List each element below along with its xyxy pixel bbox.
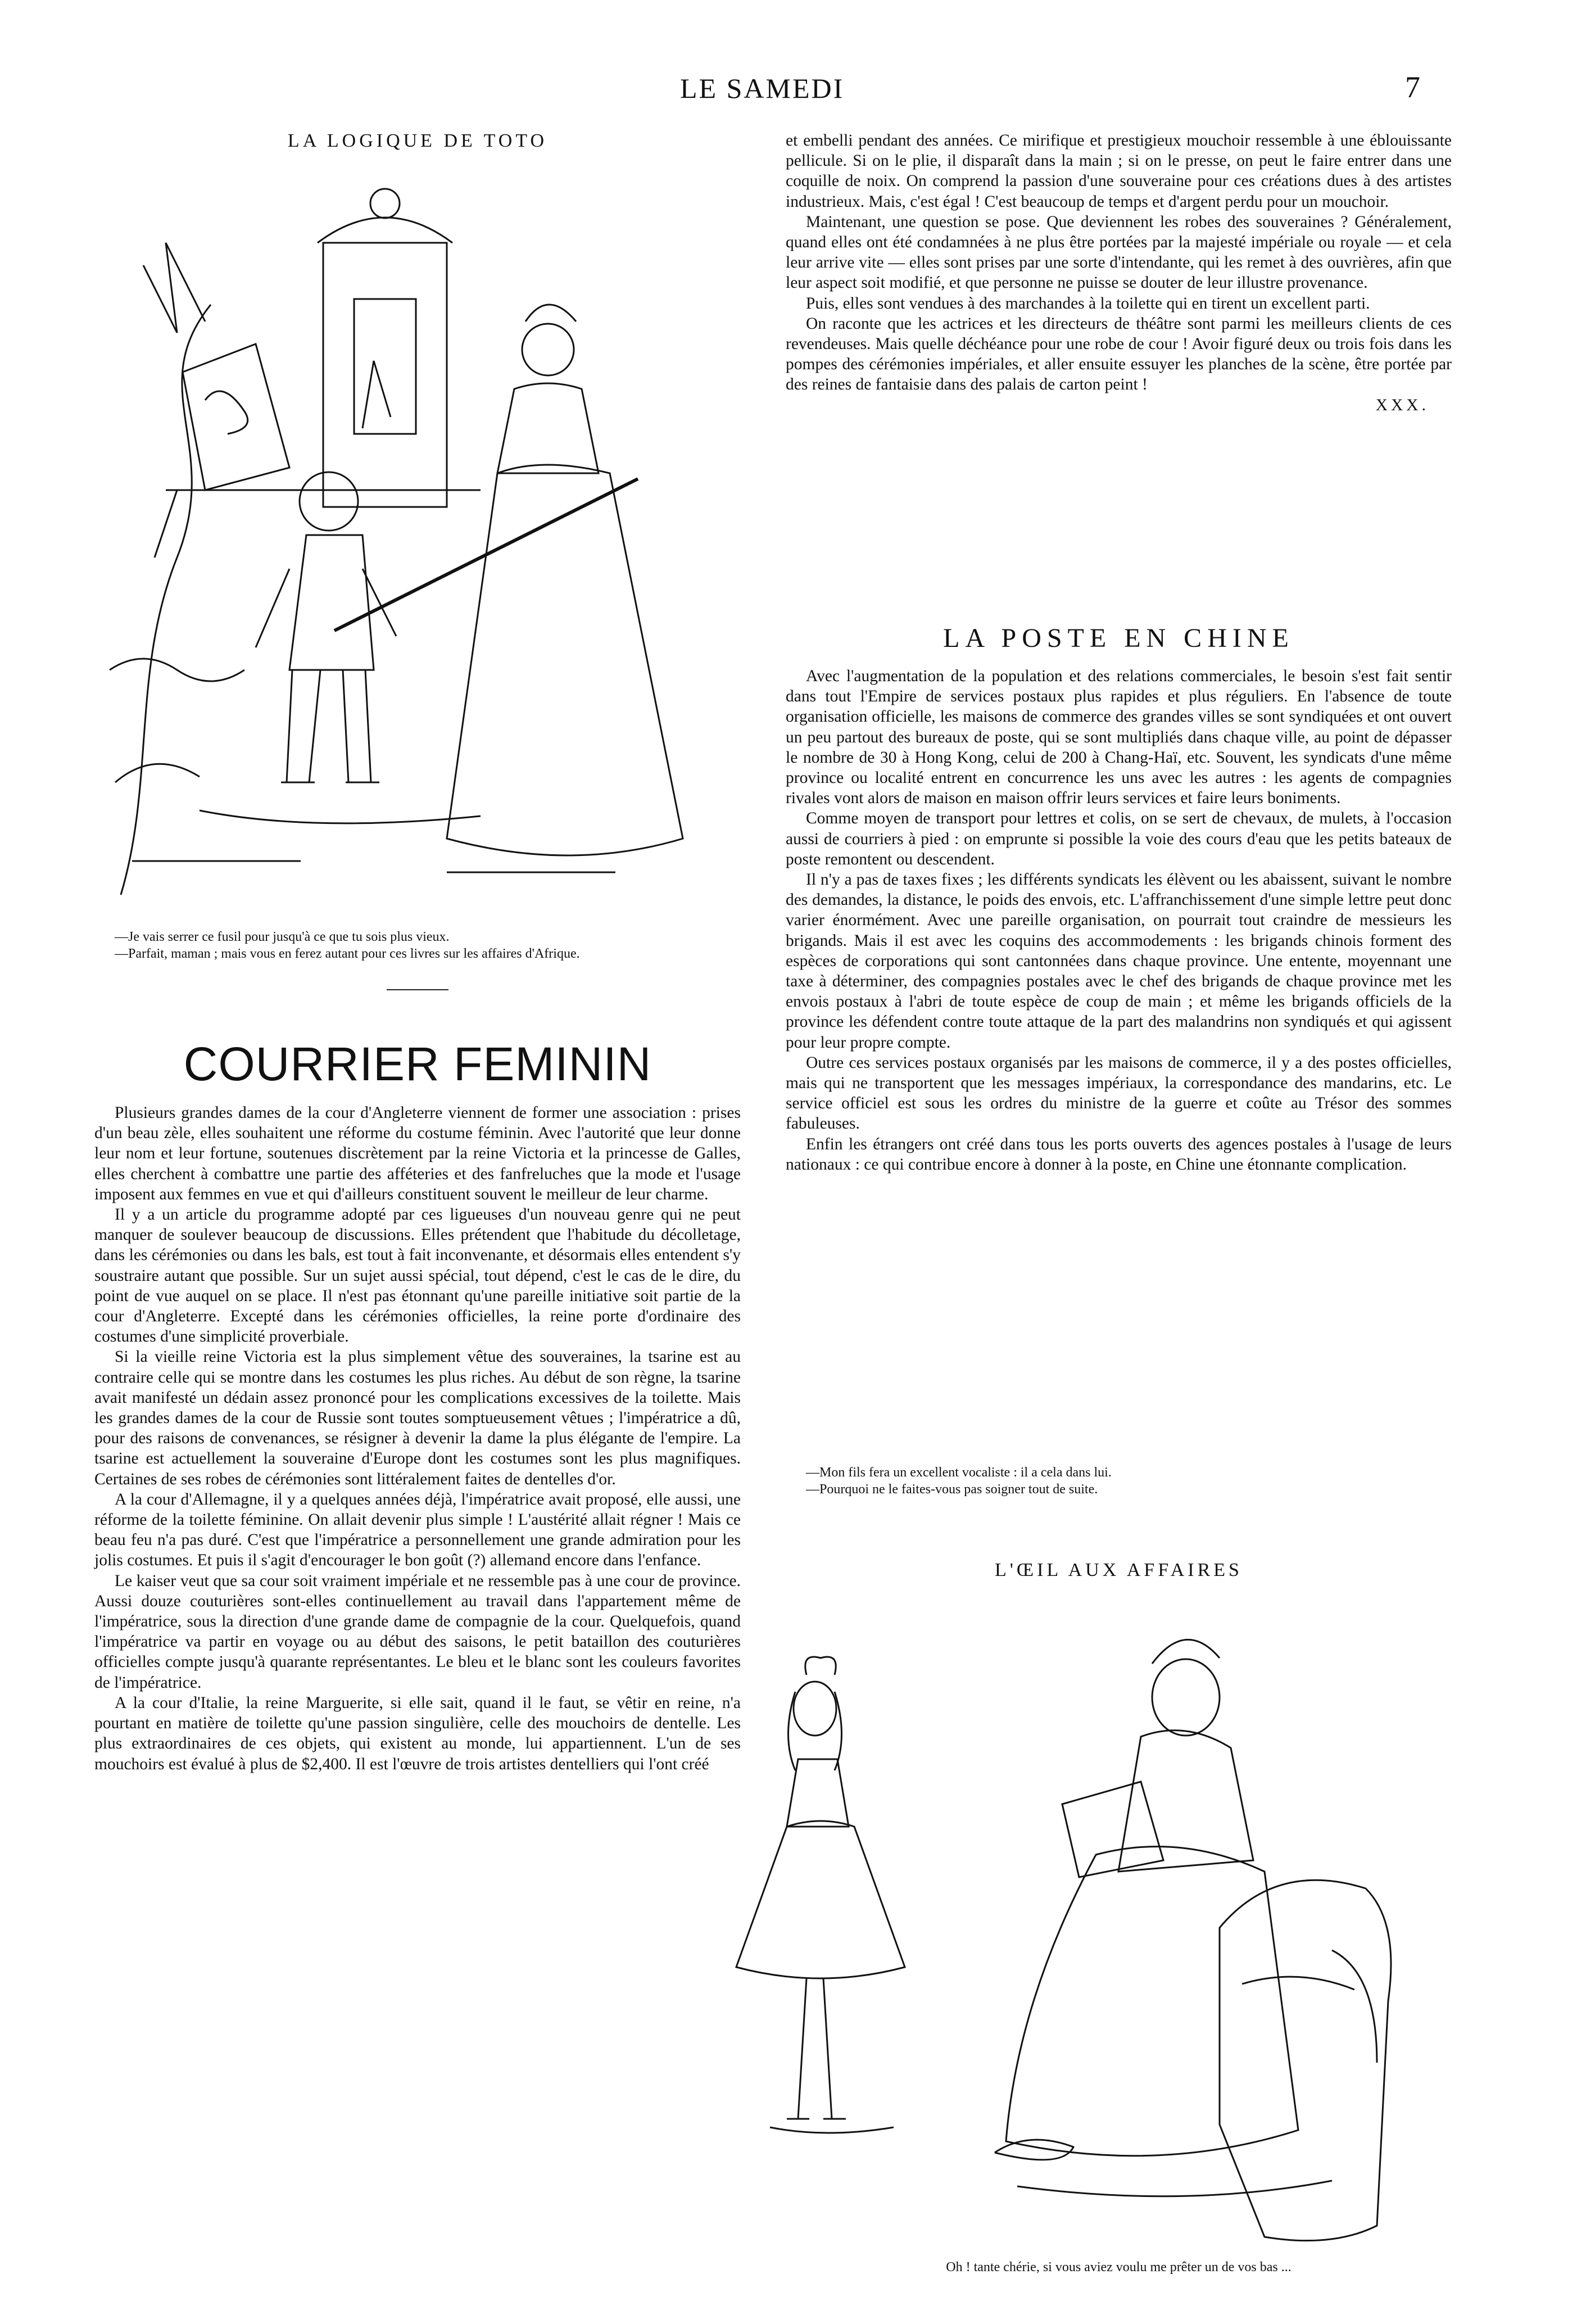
article-paragraph: Maintenant, une question se pose. Que deviennent les robes des souveraines ? Généralement, quand elles ont été condamnées à ne plus être portées par la majesté impériale ou royale — et cela leur arrive vite — elles sont prises par une sorte d'intendante, qui les remet à des ouvrières, afin que leur aspect soit modifié, et que personne ne puisse se douter de leur illustre provenance. bbox=[786, 212, 1452, 292]
article-paragraph: A la cour d'Italie, la reine Marguerite, si elle sait, quand il le faut, se vêtir en reine, n'a pourtant en matière de toilette qu'une passion singulière, celle des mouchoirs de dentelle. Les plus extraordinaires de ces objets, qui existent au monde, lui appartiennent. L'un de ses mouchoirs est évalué à plus de $2,400. Il est l'œuvre de trois artistes dentelliers qui l'ont créé bbox=[94, 1693, 741, 1773]
courrier-feminin-continuation bbox=[786, 130, 1452, 415]
article-paragraph: Puis, elles sont vendues à des marchandes à la toilette qui en tirent un excellent parti. bbox=[806, 294, 1370, 312]
page-header bbox=[0, 72, 1586, 117]
article-paragraph: et embelli pendant des années. Ce mirifique et prestigieux mouchoir ressemble à une éblouissante pellicule. Si on le plie, il disparaît dans la main ; si on le presse, on peut le faire entrer dans une coquille de noix. On comprend la passion d'une souveraine pour ces créations dues à des artistes industrieux. Mais, c'est égal ! C'est beaucoup de temps et d'argent perdu pour un mouchoir. bbox=[786, 132, 1452, 211]
poste-chine-title: LA POSTE EN CHINE bbox=[943, 623, 1294, 653]
article-paragraph: Comme moyen de transport pour lettres et colis, on se sert de chevaux, de mulets, à l'occasion aussi de courriers à pied : on emprunte si possible la voie des cours d'eau que les petits bateaux de poste remontent ou descendent. bbox=[786, 809, 1452, 868]
courrier-feminin-title: COURRIER FEMININ bbox=[183, 1038, 652, 1090]
newspaper-title: LE SAMEDI bbox=[680, 73, 845, 104]
cartoon-toto-title: LA LOGIQUE DE TOTO bbox=[287, 130, 548, 151]
cartoon-oeil-title: L'ŒIL AUX AFFAIRES bbox=[995, 1560, 1243, 1580]
cartoon-toto-caption-1: —Je vais serrer ce fusil pour jusqu'à ce que tu sois plus vieux. bbox=[115, 930, 450, 944]
article-paragraph: Plusieurs grandes dames de la cour d'Angleterre viennent de former une association : prises d'un beau zèle, elles souhaitent une réforme du costume féminin. Avec l'autorité que leur donne leur nom et leur fortune, soutenues discrètement par la reine Victoria et la princesse de Galles, elles cherchent à combattre une partie des afféteries et des fanfreluches que la mode et l'usage imposent aux femmes en vue et qui d'ailleurs constituent souvent le meilleur de leur charme. bbox=[94, 1104, 741, 1203]
article-paragraph: Le kaiser veut que sa cour soit vraiment impériale et ne ressemble pas à une cour de province. Aussi douze couturières sont-elles continuellement au travail dans l'appartement même de l'impératrice, sous la direction d'une grande dame de compagnie de la cour. Quelquefois, quand l'impératrice va partir en voyage ou au début des saisons, le petit bataillon des couturières officielles compte jusqu'à quarante représentantes. Le bleu et le blanc sont les couleurs favorites de l'impératrice. bbox=[94, 1571, 741, 1692]
article-paragraph: Outre ces services postaux organisés par les maisons de commerce, il y a des postes officielles, mais qui ne transportent que les messages impériaux, la correspondance des mandarins, etc. Le service officiel est sous les ordres du ministre de la guerre et coûte au Trésor des sommes fabuleuses. bbox=[786, 1053, 1452, 1133]
cartoon-toto-captions bbox=[94, 928, 741, 990]
article-paragraph: Enfin les étrangers ont créé dans tous les ports ouverts des agences postales à l'usage de leurs nationaux : ce qui contribue encore à donner à la poste, en Chine une étonnante complication. bbox=[786, 1135, 1452, 1174]
quip-block bbox=[786, 1464, 1452, 1498]
article-paragraph: On raconte que les actrices et les directeurs de théâtre sont parmi les meilleurs clients de ces revendeuses. Mais quelle déchéance pour une robe de cour ! Avoir figuré deux ou trois fois dans les pompes des cérémonies impériales, et aller ensuite essuyer les planches de la scène, être portée par des reines de fantaisie dans des palais de carton peint ! bbox=[786, 314, 1452, 394]
cartoon-oeil-caption: Oh ! tante chérie, si vous aviez voulu me prêter un de vos bas ... bbox=[946, 2260, 1292, 2275]
cartoon-oeil-illustration bbox=[703, 1591, 1450, 2257]
quip-line-2: —Pourquoi ne le faites-vous pas soigner tout de suite. bbox=[806, 1482, 1098, 1497]
cartoon-oeil-block bbox=[786, 1560, 1452, 1581]
article-paragraph: A la cour d'Allemagne, il y a quelques années déjà, l'impératrice avait proposé, elle aussi, une réforme de la toilette féminine. On allait devenir plus simple ! L'austérité allait régner ! Mais ce beau feu n'a pas duré. C'est que l'impératrice a personnellement une grande admiration pour les jolis costumes. Et puis il s'agit d'encourager le bon goût (?) allemand encore dans l'enfance. bbox=[94, 1490, 741, 1570]
article-paragraph: Il y a un article du programme adopté par ces ligueuses d'un nouveau genre qui ne peut manquer de soulever beaucoup de discussions. Elles prétendent que l'habitude du décolletage, dans les cérémonies ou dans les bals, est tout à fait inconvenante, et désormais elles entendent s'y soustraire autant que possible. Sur un sujet aussi spécial, tout dépend, c'est le cas de le dire, du point de vue auquel on se place. Il n'est pas étonnant qu'une pareille initiative soit partie de la cour d'Angleterre. Excepté dans les cérémonies officielles, la reine porte d'ordinaire des costumes d'une simplicité proverbiale. bbox=[94, 1206, 741, 1346]
courrier-feminin-article bbox=[94, 1037, 741, 1774]
cartoon-toto-block bbox=[94, 130, 741, 152]
quip-line-1: —Mon fils fera un excellent vocaliste : il a cela dans lui. bbox=[806, 1465, 1112, 1480]
article-paragraph: Si la vieille reine Victoria est la plus simplement vêtue des souveraines, la tsarine est au contraire celle qui se montre dans les costumes les plus riches. Au début de son règne, la tsarine avait manifesté un dédain assez prononcé pour les complications excessives de la toilette. Mais les grandes dames de la cour de Russie sont toutes somptueusement vêtues ; l'impératrice a dû, pour des raisons de convenances, se résigner à devenir la dame la plus élégante de l'empire. La tsarine est actuellement la souveraine d'Europe dont les costumes sont les plus magnifiques. Certaines de ses robes de cérémonies sont littéralement faites de dentelles d'or. bbox=[94, 1348, 741, 1488]
page-number: 7 bbox=[1405, 70, 1420, 104]
article-paragraph: Avec l'augmentation de la population et des relations commerciales, le besoin s'est fait sentir dans tout l'Empire de services postaux plus rapides et plus réguliers. En l'absence de toute organisation officielle, les maisons de commerce des grandes villes se sont syndiquées et ont ouvert un peu partout des bureaux de poste, qui se sont multipliés dans chaque ville, au point de dépasser le nombre de 30 à Hong Kong, celui de 200 à Chang-Haï, etc. Souvent, les syndicats d'une même province ou localité entrent en concurrence les uns avec les autres : les agents de compagnies rivales vont alors de maison en maison offrir leurs services et faire leurs boniments. bbox=[786, 667, 1452, 808]
cartoon-oeil-caption-block bbox=[786, 2259, 1452, 2276]
poste-chine-article bbox=[786, 623, 1452, 1175]
article-paragraph: Il n'y a pas de taxes fixes ; les différents syndicats les élèvent ou les abaissent, suivant le nombre des demandes, la distance, le poids des envois, etc. L'affranchissement d'une simple lettre peut donc varier énormément. Avec une pareille organisation, on pourrait tout craindre de messieurs les brigands. Mais il est avec les coquins des accommodements : les brigands chinois forment des espèces de corporations qui sont cantonnées dans chaque province. Une entente, moyennant une taxe à déterminer, des compagnies postales avec le chef des brigands de chaque province met les envois postaux à l'abri de toute espèce de coup de main ; et même les brigands officiels de la province les défendent contre toute attaque de la part des malandrins non syndiqués et qui agissent pour leur propre compte. bbox=[786, 871, 1452, 1052]
cartoon-toto-caption-2: —Parfait, maman ; mais vous en ferez autant pour ces livres sur les affaires d'Afrique. bbox=[115, 946, 580, 961]
section-divider bbox=[387, 989, 448, 990]
article-signature: XXX. bbox=[1375, 396, 1429, 414]
cartoon-toto-illustration bbox=[98, 164, 739, 926]
